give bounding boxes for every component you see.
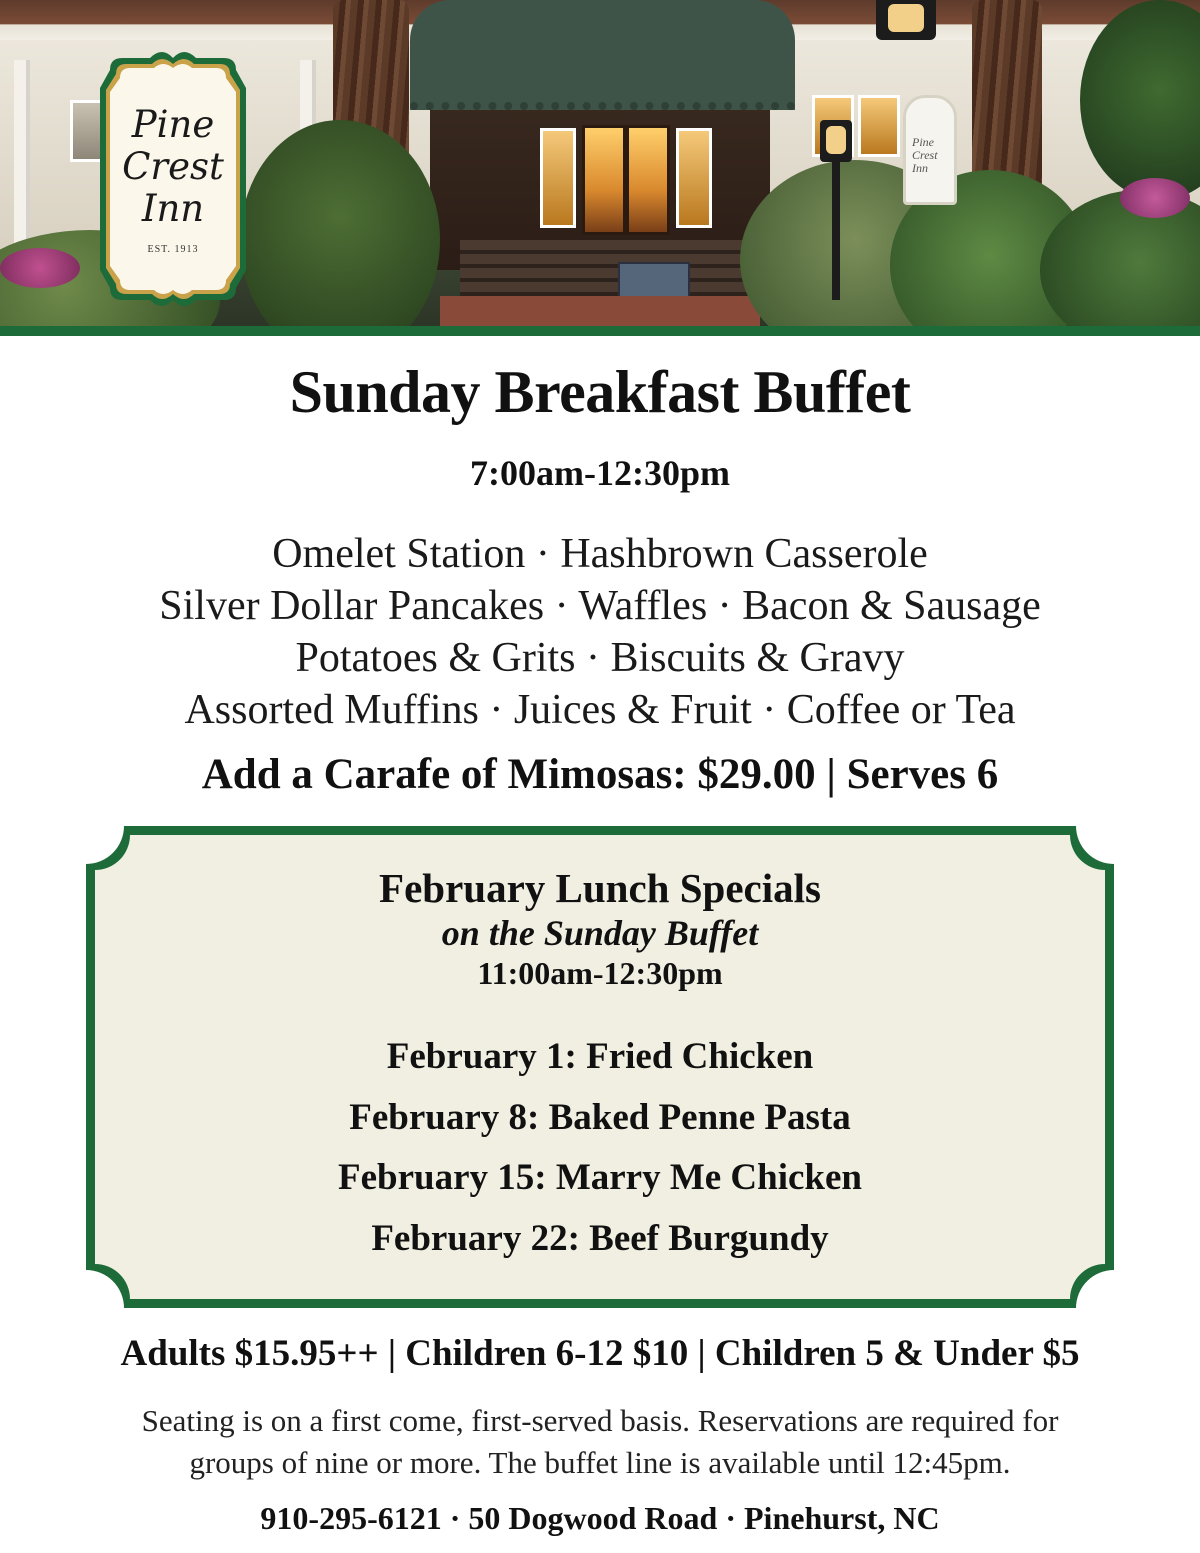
- brick-walkway: [440, 296, 760, 326]
- azalea-flowers: [0, 248, 80, 288]
- front-door: [626, 125, 670, 235]
- notice-line: groups of nine or more. The buffet line is available until 12:45pm.: [189, 1445, 1011, 1480]
- lunch-title: February Lunch Specials: [379, 865, 821, 911]
- lunch-specials-list: [0, 1027, 1200, 1269]
- menu-line: Omelet Station · Hashbrown Casserole: [272, 531, 928, 577]
- sidelight-window: [676, 128, 712, 228]
- porch-steps: [460, 240, 760, 300]
- special-item: February 22: Beef Burgundy: [371, 1217, 829, 1259]
- menu-line: Potatoes & Grits · Biscuits & Gravy: [295, 635, 905, 681]
- lamp-post: [832, 150, 840, 300]
- inn-yard-sign: Pine Crest Inn: [903, 95, 957, 205]
- mimosa-offer: Add a Carafe of Mimosas: $29.00 | Serves 6: [201, 751, 999, 798]
- contact-info: 910-295-6121 · 50 Dogwood Road · Pinehurst, NC: [260, 1500, 940, 1536]
- azalea-flowers: [1120, 178, 1190, 218]
- hero-divider-bar: [0, 326, 1200, 336]
- lantern-glow: [888, 4, 924, 32]
- lamp-glow: [826, 126, 846, 154]
- lunch-subtitle: on the Sunday Buffet: [441, 913, 759, 953]
- window: [858, 95, 900, 157]
- logo-line-inn: Inn: [141, 187, 205, 230]
- special-item: February 15: Marry Me Chicken: [337, 1157, 863, 1198]
- menu-line: Silver Dollar Pancakes · Waffles · Bacon & Sausage: [159, 583, 1041, 629]
- menu-line: Assorted Muffins · Juices & Fruit · Coffee or Tea: [184, 687, 1016, 733]
- page-title: Sunday Breakfast Buffet: [289, 359, 911, 425]
- sidelight-window: [540, 128, 576, 228]
- porch-column: [14, 60, 30, 260]
- front-door: [582, 125, 626, 235]
- green-awning: [410, 0, 795, 110]
- special-item: February 1: Fried Chicken: [386, 1036, 814, 1077]
- notice-line: Seating is on a first come, first-served basis. Reservations are required for: [141, 1403, 1059, 1438]
- logo-established: EST. 1913: [147, 244, 199, 255]
- hero-photo: [0, 0, 1200, 326]
- logo-wordmark: [90, 104, 256, 230]
- pine-crest-inn-logo: [90, 48, 256, 310]
- special-item: February 8: Baked Penne Pasta: [349, 1096, 851, 1138]
- breakfast-menu: [0, 528, 1200, 736]
- pricing: Adults $15.95++ | Children 6-12 $10 | Children 5 & Under $5: [120, 1333, 1080, 1374]
- lunch-hours: 11:00am-12:30pm: [477, 955, 723, 991]
- seating-notice: [0, 1400, 1200, 1484]
- logo-line-pine: Pine: [131, 103, 215, 146]
- breakfast-hours: 7:00am-12:30pm: [470, 453, 730, 493]
- logo-line-crest: Crest: [122, 145, 224, 188]
